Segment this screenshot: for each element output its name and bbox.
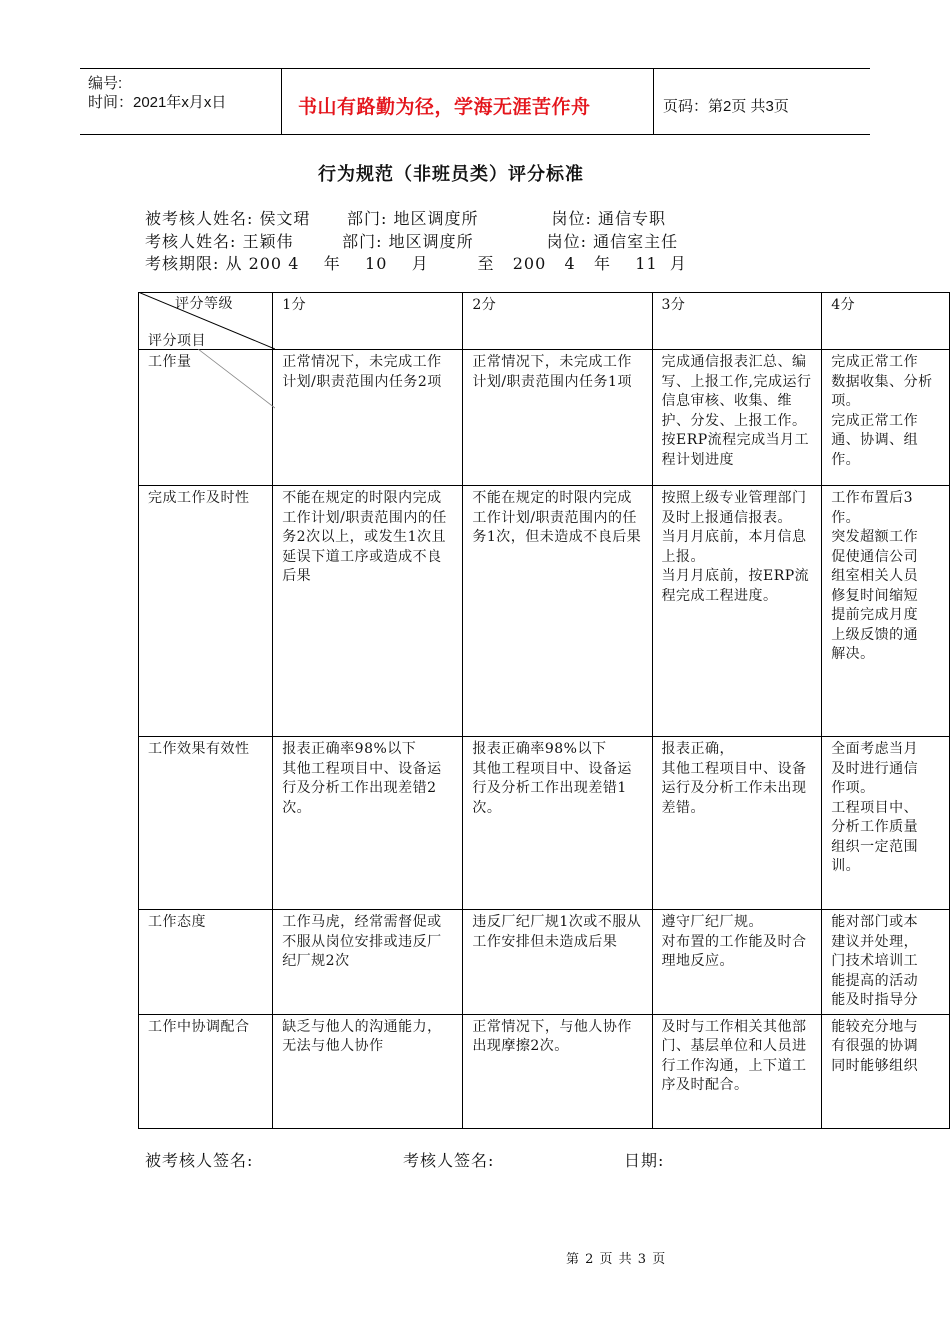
cell-text: 违反厂纪厂规1次或不服从工作安排但未造成后果	[472, 914, 642, 950]
document-title: 行为规范（非班员类）评分标准	[318, 164, 584, 185]
table-cell	[822, 486, 950, 737]
cell-text: 能较充分地与 有很强的协调 同时能够组织	[831, 1018, 919, 1074]
cell-text: 正常情况下，未完成工作计划/职责范围内任务1项	[472, 354, 632, 390]
document-number-label: 编号:	[88, 75, 123, 92]
table-row	[139, 910, 950, 1015]
header-divider-right	[653, 68, 654, 135]
header-top-rule	[80, 68, 870, 69]
row-item-label: 完成工作及时性	[139, 486, 273, 737]
corner-diagonal-line	[138, 292, 275, 349]
grade-header-3: 3分	[652, 293, 822, 350]
cell-text: 工作布置后3 作。 突发超额工作 促使通信公司 组室相关人员 修复时间缩短 提前完成月度 上级反馈的通 解决。	[831, 490, 919, 662]
assessor-info-line: 考核人姓名: 王颖伟 部门: 地区调度所 岗位: 通信室主任	[145, 232, 679, 251]
scoring-table	[138, 292, 950, 1129]
table-cell	[273, 350, 463, 486]
table-cell	[822, 737, 950, 910]
table-cell	[463, 910, 652, 1015]
cell-text: 完成正常工作 数据收集、分析 项。 完成正常工作 通、协调、组 作。	[831, 354, 933, 468]
cell-text: 完成通信报表汇总、编写、上报工作,完成运行信息审核、收集、维护、分发、上报工作。 按ERP流程完成当月工程计划进度	[661, 354, 812, 468]
period-info-line: 考核期限: 从 200 4 年 10 月 至 200 4 年 11 月	[145, 254, 687, 273]
table-cell	[273, 737, 463, 910]
cell-text: 按照上级专业管理部门及时上报通信报表。 当月月底前，本月信息上报。 当月月底前，按ERP流程完成工程进度。	[661, 490, 810, 604]
table-cell	[273, 910, 463, 1015]
corner-diagonal-line-continuation	[198, 349, 275, 409]
cell-text: 能对部门或本 建议并处理， 门技术培训工 能提高的活动 能及时指导分	[831, 914, 919, 1008]
cell-text: 及时与工作相关其他部门、基层单位和人员进行工作沟通，上下道工序及时配合。	[661, 1018, 807, 1093]
row-item-label: 工作效果有效性	[139, 737, 273, 910]
table-row	[139, 737, 950, 910]
assessee-signature-label: 被考核人签名:	[145, 1151, 254, 1170]
cell-text: 缺乏与他人的沟通能力，无法与他人协作	[282, 1018, 442, 1054]
table-cell	[273, 1014, 463, 1128]
cell-text: 正常情况下，未完成工作计划/职责范围内任务2项	[282, 354, 442, 390]
table-cell	[463, 350, 652, 486]
row-item-label: 工作中协调配合	[139, 1014, 273, 1128]
table-cell	[822, 350, 950, 486]
cell-text: 报表正确率98%以下 其他工程项目中、设备运行及分析工作出现差错1次。	[472, 741, 632, 816]
table-cell	[652, 1014, 822, 1128]
cell-text: 报表正确， 其他工程项目中、设备运行及分析工作未出现差错。	[661, 741, 807, 816]
grade-header-1: 1分	[273, 293, 463, 350]
corner-label-item: 评分项目	[148, 333, 206, 349]
header-page-info: 页码：第2页 共3页	[663, 98, 789, 115]
cell-text: 不能在规定的时限内完成工作计划/职责范围内的任务1次，但未造成不良后果	[472, 490, 642, 545]
table-cell	[463, 1014, 652, 1128]
grade-header-4: 4分	[822, 293, 950, 350]
header-bottom-rule	[80, 134, 870, 135]
cell-text: 全面考虑当月 及时进行通信 作项。 工程项目中、 分析工作质量 组织一定范围 训。	[831, 741, 919, 874]
date-label: 日期:	[624, 1151, 665, 1170]
table-cell	[652, 910, 822, 1015]
document-time-label: 时间：2021年x月x日	[88, 94, 227, 111]
page-footer: 第 2 页 共 3 页	[566, 1252, 667, 1267]
table-row	[139, 486, 950, 737]
grade-header-2: 2分	[463, 293, 652, 350]
row-item-label: 工作态度	[139, 910, 273, 1015]
corner-label-grade: 评分等级	[175, 296, 233, 312]
table-cell	[273, 486, 463, 737]
cell-text: 遵守厂纪厂规。 对布置的工作能及时合理地反应。	[661, 914, 807, 969]
table-cell	[822, 1014, 950, 1128]
table-row	[139, 1014, 950, 1128]
cell-text: 工作马虎，经常需督促或不服从岗位安排或违反厂纪厂规2次	[282, 914, 442, 969]
assessor-signature-label: 考核人签名:	[403, 1151, 495, 1170]
row-item-label: 工作量	[139, 350, 273, 486]
table-cell	[822, 910, 950, 1015]
cell-text: 正常情况下，与他人协作出现摩擦2次。	[472, 1018, 632, 1054]
header-divider-left	[281, 68, 282, 135]
table-cell	[652, 737, 822, 910]
cell-text: 不能在规定的时限内完成工作计划/职责范围内的任务2次以上，或发生1次且延误下道工序或造成不良后果	[282, 490, 447, 584]
table-cell	[463, 737, 652, 910]
assessee-info-line: 被考核人姓名: 侯文珺 部门: 地区调度所 岗位: 通信专职	[145, 209, 666, 228]
header-motto: 书山有路勤为径，学海无涯苦作舟	[298, 96, 591, 118]
cell-text: 报表正确率98%以下 其他工程项目中、设备运行及分析工作出现差错2次。	[282, 741, 442, 816]
table-cell	[652, 486, 822, 737]
table-cell	[463, 486, 652, 737]
table-cell	[652, 350, 822, 486]
